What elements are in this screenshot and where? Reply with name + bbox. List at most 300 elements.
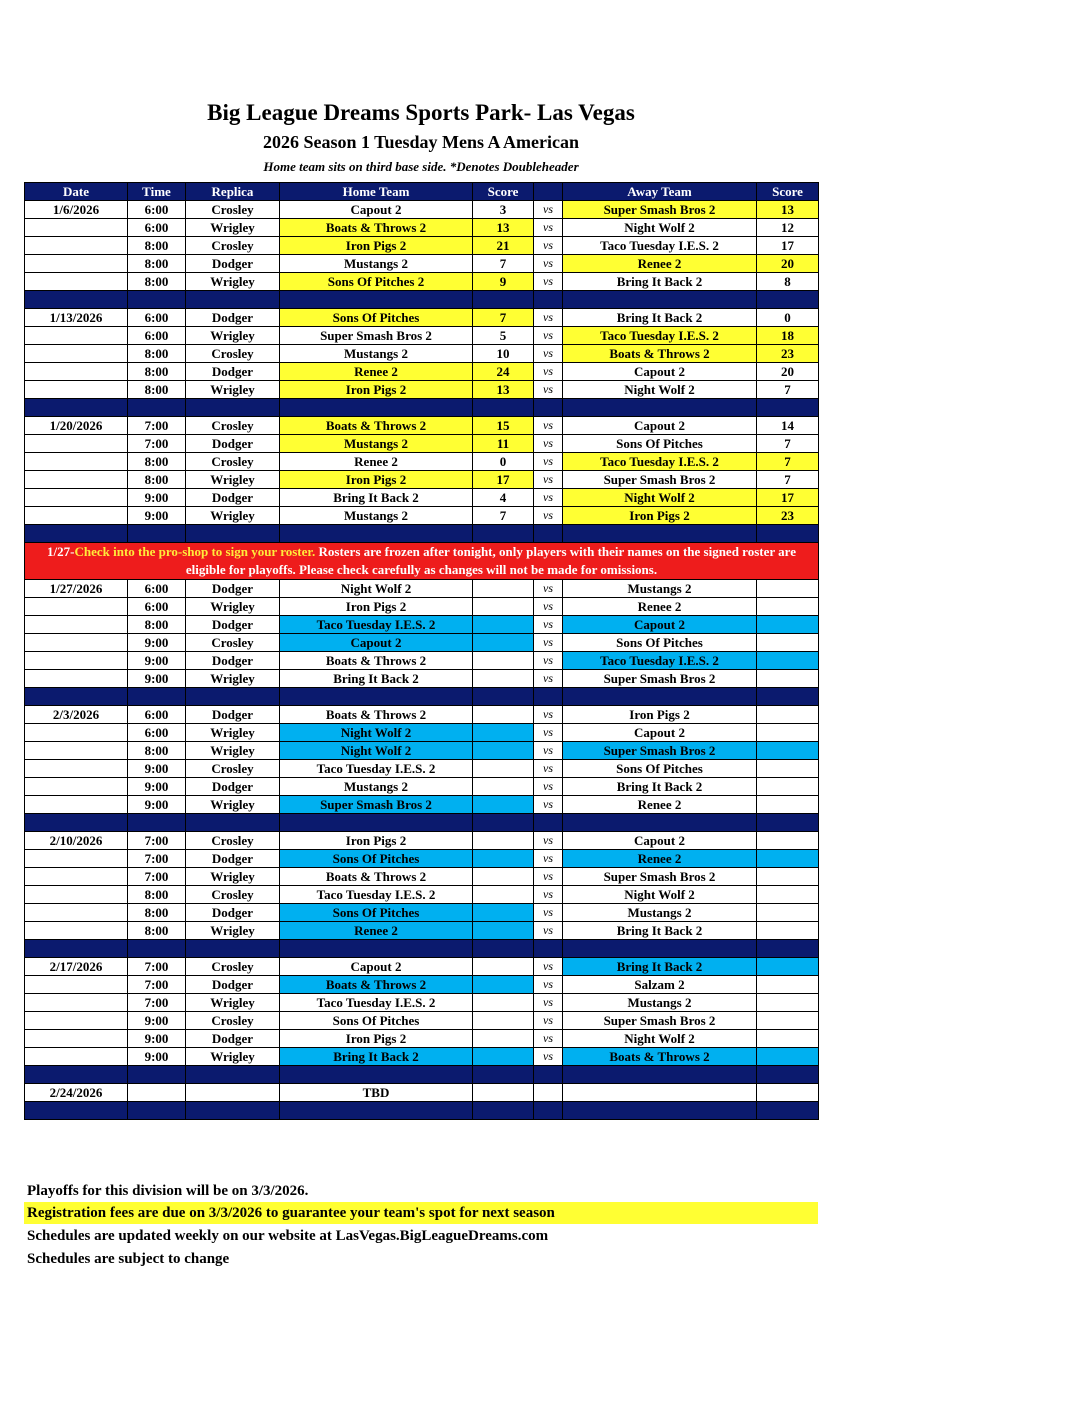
- home-team: Boats & Throws 2: [280, 417, 473, 435]
- home-team: Iron Pigs 2: [280, 832, 473, 850]
- vs-label: vs: [534, 327, 563, 345]
- home-team: Sons Of Pitches: [280, 1012, 473, 1030]
- home-team: Iron Pigs 2: [280, 237, 473, 255]
- vs-label: vs: [534, 273, 563, 291]
- home-score: [473, 886, 534, 904]
- away-score: [757, 742, 819, 760]
- game-field: Crosley: [186, 237, 280, 255]
- game-date: [25, 489, 128, 507]
- game-date: [25, 345, 128, 363]
- game-time: 6:00: [128, 724, 186, 742]
- separator-cell: [25, 399, 128, 417]
- separator-cell: [757, 291, 819, 309]
- home-team: Boats & Throws 2: [280, 976, 473, 994]
- vs-label: vs: [534, 219, 563, 237]
- week-separator: [25, 814, 819, 832]
- game-field: Wrigley: [186, 724, 280, 742]
- vs-label: vs: [534, 922, 563, 940]
- home-score: 11: [473, 435, 534, 453]
- separator-cell: [25, 291, 128, 309]
- separator-cell: [280, 814, 473, 832]
- away-team: Capout 2: [563, 363, 757, 381]
- away-team: Renee 2: [563, 850, 757, 868]
- home-score: [473, 994, 534, 1012]
- table-row: [25, 1030, 819, 1048]
- separator-cell: [186, 814, 280, 832]
- game-time: 8:00: [128, 381, 186, 399]
- vs-label: vs: [534, 489, 563, 507]
- separator-cell: [473, 525, 534, 543]
- col-header-home-team: Home Team: [280, 183, 473, 201]
- game-field: Wrigley: [186, 868, 280, 886]
- away-score: [757, 580, 819, 598]
- home-score: [473, 670, 534, 688]
- game-date: [25, 273, 128, 291]
- game-time: 9:00: [128, 489, 186, 507]
- table-row: [25, 670, 819, 688]
- vs-label: vs: [534, 634, 563, 652]
- game-time: 8:00: [128, 363, 186, 381]
- notice-body: Rosters are frozen after tonight, only players with their names on the signed roster are eligible for playoffs. Please check carefully as changes will not be made for omissions.: [185, 544, 796, 577]
- col-header-home-score: Score: [473, 183, 534, 201]
- table-row: [25, 886, 819, 904]
- game-field: Wrigley: [186, 796, 280, 814]
- separator-cell: [25, 525, 128, 543]
- game-field: Crosley: [186, 345, 280, 363]
- game-date: [25, 886, 128, 904]
- table-row: [25, 453, 819, 471]
- vs-label: vs: [534, 652, 563, 670]
- home-team: Sons Of Pitches 2: [280, 273, 473, 291]
- game-time: 6:00: [128, 219, 186, 237]
- home-score: [473, 1012, 534, 1030]
- game-time: 8:00: [128, 273, 186, 291]
- home-score: [473, 922, 534, 940]
- week-separator: [25, 688, 819, 706]
- game-field: Dodger: [186, 616, 280, 634]
- game-date: [25, 219, 128, 237]
- separator-cell: [534, 940, 563, 958]
- game-field: Dodger: [186, 309, 280, 327]
- vs-label: vs: [534, 832, 563, 850]
- game-date: 2/24/2026: [25, 1084, 128, 1102]
- home-score: [473, 868, 534, 886]
- away-team: Night Wolf 2: [563, 381, 757, 399]
- home-team: Mustangs 2: [280, 435, 473, 453]
- game-time: 9:00: [128, 1012, 186, 1030]
- game-time: 9:00: [128, 778, 186, 796]
- game-date: [25, 742, 128, 760]
- game-date: 1/20/2026: [25, 417, 128, 435]
- game-date: 2/10/2026: [25, 832, 128, 850]
- away-team: Super Smash Bros 2: [563, 1012, 757, 1030]
- home-score: [473, 634, 534, 652]
- away-team: Capout 2: [563, 724, 757, 742]
- vs-label: vs: [534, 886, 563, 904]
- separator-cell: [473, 688, 534, 706]
- away-team: Super Smash Bros 2: [563, 471, 757, 489]
- away-team: Mustangs 2: [563, 580, 757, 598]
- away-score: [757, 850, 819, 868]
- table-row: [25, 976, 819, 994]
- away-score: 12: [757, 219, 819, 237]
- away-score: 23: [757, 507, 819, 525]
- home-team: TBD: [280, 1084, 473, 1102]
- vs-label: vs: [534, 1012, 563, 1030]
- separator-cell: [563, 1066, 757, 1084]
- separator-cell: [186, 940, 280, 958]
- home-score: 24: [473, 363, 534, 381]
- away-score: [757, 598, 819, 616]
- separator-cell: [25, 814, 128, 832]
- separator-cell: [128, 940, 186, 958]
- home-score: [473, 958, 534, 976]
- home-team: Taco Tuesday I.E.S. 2: [280, 616, 473, 634]
- week-separator: [25, 940, 819, 958]
- table-row: [25, 381, 819, 399]
- game-time: 8:00: [128, 345, 186, 363]
- game-date: 1/6/2026: [25, 201, 128, 219]
- away-score: 14: [757, 417, 819, 435]
- away-score: 17: [757, 489, 819, 507]
- home-team: Sons Of Pitches: [280, 904, 473, 922]
- vs-label: vs: [534, 453, 563, 471]
- separator-cell: [563, 814, 757, 832]
- away-score: [757, 976, 819, 994]
- away-team: Sons Of Pitches: [563, 435, 757, 453]
- away-team: Taco Tuesday I.E.S. 2: [563, 652, 757, 670]
- table-row: [25, 778, 819, 796]
- separator-cell: [128, 525, 186, 543]
- table-row: [25, 904, 819, 922]
- vs-label: vs: [534, 994, 563, 1012]
- table-row: [25, 237, 819, 255]
- home-team: Sons Of Pitches: [280, 850, 473, 868]
- away-score: [757, 1012, 819, 1030]
- home-team: Night Wolf 2: [280, 580, 473, 598]
- away-team: Super Smash Bros 2: [563, 868, 757, 886]
- separator-cell: [280, 291, 473, 309]
- game-date: [25, 598, 128, 616]
- vs-label: vs: [534, 201, 563, 219]
- separator-cell: [25, 1102, 128, 1120]
- home-team: Boats & Throws 2: [280, 652, 473, 670]
- separator-cell: [280, 525, 473, 543]
- home-score: 7: [473, 507, 534, 525]
- away-score: 18: [757, 327, 819, 345]
- separator-cell: [757, 525, 819, 543]
- game-field: Dodger: [186, 255, 280, 273]
- home-score: 0: [473, 453, 534, 471]
- away-team: Sons Of Pitches: [563, 760, 757, 778]
- game-time: 9:00: [128, 1048, 186, 1066]
- game-field: Dodger: [186, 850, 280, 868]
- game-time: 8:00: [128, 237, 186, 255]
- away-team: Taco Tuesday I.E.S. 2: [563, 327, 757, 345]
- home-team: Mustangs 2: [280, 778, 473, 796]
- table-row: [25, 219, 819, 237]
- away-team: Taco Tuesday I.E.S. 2: [563, 237, 757, 255]
- home-team: Boats & Throws 2: [280, 868, 473, 886]
- separator-cell: [563, 525, 757, 543]
- home-score: [473, 598, 534, 616]
- game-field: Wrigley: [186, 507, 280, 525]
- home-score: 9: [473, 273, 534, 291]
- home-team: Renee 2: [280, 363, 473, 381]
- vs-label: vs: [534, 868, 563, 886]
- table-row: [25, 616, 819, 634]
- home-team: Taco Tuesday I.E.S. 2: [280, 994, 473, 1012]
- game-field: Crosley: [186, 958, 280, 976]
- away-score: [757, 724, 819, 742]
- away-score: [757, 634, 819, 652]
- game-field: Crosley: [186, 760, 280, 778]
- table-row: [25, 345, 819, 363]
- game-date: 1/27/2026: [25, 580, 128, 598]
- game-field: Crosley: [186, 634, 280, 652]
- game-time: 9:00: [128, 1030, 186, 1048]
- page-title: Big League Dreams Sports Park- Las Vegas: [207, 100, 635, 125]
- away-score: [757, 958, 819, 976]
- home-score: 13: [473, 381, 534, 399]
- separator-cell: [534, 688, 563, 706]
- away-score: 23: [757, 345, 819, 363]
- separator-cell: [757, 940, 819, 958]
- away-score: [757, 904, 819, 922]
- game-time: 6:00: [128, 327, 186, 345]
- separator-cell: [473, 814, 534, 832]
- game-field: Dodger: [186, 778, 280, 796]
- game-field: Wrigley: [186, 219, 280, 237]
- away-team: Iron Pigs 2: [563, 507, 757, 525]
- away-team: Mustangs 2: [563, 994, 757, 1012]
- table-row: [25, 832, 819, 850]
- table-row: [25, 580, 819, 598]
- away-score: [757, 670, 819, 688]
- vs-label: [534, 1084, 563, 1102]
- home-score: 7: [473, 309, 534, 327]
- away-score: 0: [757, 309, 819, 327]
- away-team: Boats & Throws 2: [563, 1048, 757, 1066]
- game-field: Dodger: [186, 489, 280, 507]
- game-field: Wrigley: [186, 742, 280, 760]
- table-row: [25, 1048, 819, 1066]
- game-time: 8:00: [128, 255, 186, 273]
- away-score: 8: [757, 273, 819, 291]
- game-date: [25, 760, 128, 778]
- home-team: Renee 2: [280, 922, 473, 940]
- home-team: Sons Of Pitches: [280, 309, 473, 327]
- home-score: 7: [473, 255, 534, 273]
- vs-label: vs: [534, 435, 563, 453]
- home-team: Mustangs 2: [280, 255, 473, 273]
- schedule-body: [25, 201, 819, 1120]
- game-field: Wrigley: [186, 670, 280, 688]
- separator-cell: [757, 814, 819, 832]
- separator-cell: [473, 399, 534, 417]
- table-row: [25, 417, 819, 435]
- vs-label: vs: [534, 670, 563, 688]
- separator-cell: [563, 399, 757, 417]
- vs-label: vs: [534, 778, 563, 796]
- table-row: [25, 994, 819, 1012]
- week-separator: [25, 1066, 819, 1084]
- home-score: 17: [473, 471, 534, 489]
- vs-label: vs: [534, 598, 563, 616]
- game-date: [25, 778, 128, 796]
- game-time: 7:00: [128, 958, 186, 976]
- home-score: 21: [473, 237, 534, 255]
- separator-cell: [473, 940, 534, 958]
- website-note: Schedules are updated weekly on our website at LasVegas.BigLeagueDreams.com: [27, 1228, 549, 1244]
- week-separator: [25, 399, 819, 417]
- game-field: Crosley: [186, 832, 280, 850]
- table-row: [25, 922, 819, 940]
- separator-cell: [25, 940, 128, 958]
- vs-label: vs: [534, 1048, 563, 1066]
- separator-cell: [128, 688, 186, 706]
- game-time: 6:00: [128, 598, 186, 616]
- col-header-away-score: Score: [757, 183, 819, 201]
- game-time: 8:00: [128, 922, 186, 940]
- week-separator: [25, 525, 819, 543]
- game-field: Wrigley: [186, 598, 280, 616]
- separator-cell: [757, 399, 819, 417]
- table-row: [25, 634, 819, 652]
- table-row: [25, 868, 819, 886]
- away-score: 20: [757, 363, 819, 381]
- away-score: [757, 760, 819, 778]
- col-header-time: Time: [128, 183, 186, 201]
- game-date: [25, 237, 128, 255]
- home-score: [473, 850, 534, 868]
- game-date: [25, 435, 128, 453]
- home-team: Iron Pigs 2: [280, 471, 473, 489]
- home-score: [473, 1048, 534, 1066]
- away-team: Super Smash Bros 2: [563, 670, 757, 688]
- away-team: Iron Pigs 2: [563, 706, 757, 724]
- col-header-date: Date: [25, 183, 128, 201]
- vs-label: vs: [534, 706, 563, 724]
- away-score: [757, 652, 819, 670]
- separator-cell: [280, 940, 473, 958]
- game-field: Dodger: [186, 904, 280, 922]
- away-score: 20: [757, 255, 819, 273]
- separator-cell: [280, 399, 473, 417]
- home-score: [473, 904, 534, 922]
- vs-label: vs: [534, 580, 563, 598]
- separator-cell: [186, 291, 280, 309]
- table-row: [25, 273, 819, 291]
- game-field: Wrigley: [186, 273, 280, 291]
- away-team: Bring It Back 2: [563, 778, 757, 796]
- game-date: [25, 796, 128, 814]
- notice-prefix: 1/27-: [47, 544, 75, 559]
- game-field: Crosley: [186, 1012, 280, 1030]
- week-separator: [25, 291, 819, 309]
- home-score: [473, 724, 534, 742]
- away-team: Capout 2: [563, 417, 757, 435]
- home-team: Mustangs 2: [280, 345, 473, 363]
- game-time: 7:00: [128, 850, 186, 868]
- home-team: Mustangs 2: [280, 507, 473, 525]
- home-team: Capout 2: [280, 958, 473, 976]
- away-team: Capout 2: [563, 832, 757, 850]
- away-team: Sons Of Pitches: [563, 634, 757, 652]
- home-team: Iron Pigs 2: [280, 381, 473, 399]
- away-team: Bring It Back 2: [563, 273, 757, 291]
- home-score: 4: [473, 489, 534, 507]
- table-row: [25, 1012, 819, 1030]
- game-field: Wrigley: [186, 327, 280, 345]
- home-team: Super Smash Bros 2: [280, 796, 473, 814]
- game-time: 9:00: [128, 634, 186, 652]
- game-field: Dodger: [186, 363, 280, 381]
- game-date: [25, 1012, 128, 1030]
- game-date: [25, 327, 128, 345]
- game-date: [25, 976, 128, 994]
- home-score: [473, 652, 534, 670]
- game-date: [25, 652, 128, 670]
- game-field: Crosley: [186, 886, 280, 904]
- table-row: [25, 327, 819, 345]
- game-time: 6:00: [128, 706, 186, 724]
- vs-label: vs: [534, 363, 563, 381]
- game-field: Dodger: [186, 435, 280, 453]
- away-score: [757, 616, 819, 634]
- separator-cell: [280, 688, 473, 706]
- separator-cell: [563, 940, 757, 958]
- separator-cell: [280, 1066, 473, 1084]
- separator-cell: [186, 525, 280, 543]
- separator-cell: [534, 525, 563, 543]
- home-team: Taco Tuesday I.E.S. 2: [280, 886, 473, 904]
- game-time: 9:00: [128, 652, 186, 670]
- table-row: [25, 507, 819, 525]
- game-field: Wrigley: [186, 994, 280, 1012]
- home-score: 15: [473, 417, 534, 435]
- away-team: Mustangs 2: [563, 904, 757, 922]
- game-time: 7:00: [128, 868, 186, 886]
- game-date: [25, 904, 128, 922]
- separator-cell: [473, 1102, 534, 1120]
- separator-cell: [534, 291, 563, 309]
- away-team: Night Wolf 2: [563, 886, 757, 904]
- game-time: 9:00: [128, 796, 186, 814]
- away-score: 7: [757, 453, 819, 471]
- vs-label: vs: [534, 507, 563, 525]
- separator-cell: [563, 1102, 757, 1120]
- roster-notice-text: [25, 543, 819, 580]
- game-date: [25, 1030, 128, 1048]
- week-separator: [25, 1102, 819, 1120]
- away-team: Super Smash Bros 2: [563, 742, 757, 760]
- table-row: [25, 958, 819, 976]
- game-date: [25, 850, 128, 868]
- away-team: Salzam 2: [563, 976, 757, 994]
- game-date: [25, 255, 128, 273]
- game-time: 8:00: [128, 471, 186, 489]
- game-time: 8:00: [128, 453, 186, 471]
- home-score: 13: [473, 219, 534, 237]
- col-header-vs: [534, 183, 563, 201]
- home-score: 5: [473, 327, 534, 345]
- table-row: [25, 850, 819, 868]
- away-team: Bring It Back 2: [563, 922, 757, 940]
- home-score: [473, 760, 534, 778]
- separator-cell: [534, 1102, 563, 1120]
- away-team: Renee 2: [563, 255, 757, 273]
